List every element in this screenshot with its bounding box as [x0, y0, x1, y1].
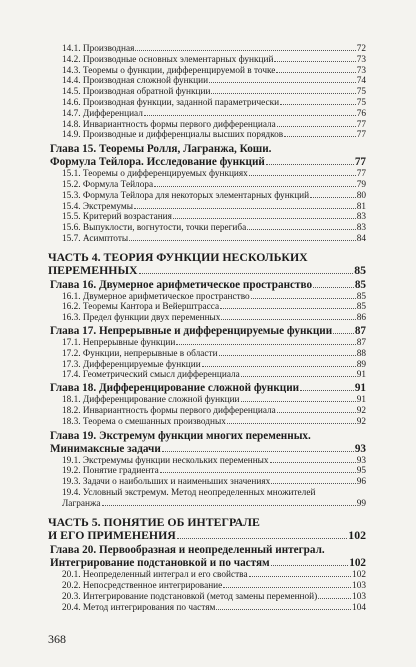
dot-leader — [162, 451, 354, 452]
toc-entry-page: 76 — [356, 108, 366, 119]
toc-entry-title: 14.7. Дифференциал — [62, 108, 143, 119]
toc-entry-page: 92 — [356, 405, 366, 416]
dot-leader — [202, 366, 356, 367]
toc-entry — [48, 109, 366, 120]
toc-entry — [48, 234, 366, 245]
toc-entry-title: 16.2. Теоремы Кантора и Вейерштрасса — [62, 302, 220, 313]
toc-entry — [48, 302, 366, 313]
toc-entry-page: 79 — [356, 179, 366, 190]
toc-entry — [48, 264, 366, 277]
toc-entry-title: Лагранжа — [62, 498, 101, 509]
toc-entry-title: 17.2. Функции, непрерывные в области — [62, 348, 218, 359]
toc-entry-page: 72 — [356, 44, 366, 54]
dot-leader — [144, 115, 356, 116]
toc-entry-title: 15.7. Асимптоты — [62, 233, 129, 244]
toc-entry-page: 83 — [356, 212, 366, 223]
toc-entry-page: 93 — [356, 455, 366, 466]
toc-entry-page: 102 — [348, 527, 366, 542]
toc-entry-page: 77 — [354, 156, 366, 169]
toc-entry-page: 92 — [356, 416, 366, 427]
toc-entry-title: 18.3. Теорема о смешанных производных — [62, 416, 226, 427]
toc-entry-page: 104 — [352, 602, 366, 613]
toc-entry — [48, 557, 366, 570]
toc-entry — [48, 395, 366, 406]
toc-entry — [48, 477, 366, 488]
toc-entry-title: 17.4. Геометрический смысл дифференциала — [62, 370, 240, 381]
dot-leader — [154, 186, 356, 187]
toc-entry — [48, 292, 366, 303]
dot-leader — [270, 462, 356, 463]
toc-entry-title: 14.5. Производная обратной функции — [62, 87, 211, 98]
toc-entry-page: 91 — [356, 395, 366, 406]
dot-leader — [249, 576, 351, 577]
toc-entry-title: ПЕРЕМЕННЫХ — [48, 264, 138, 278]
dot-leader — [102, 505, 356, 506]
toc-entry-page: 95 — [356, 466, 366, 477]
toc-entry-page: 85 — [356, 302, 366, 313]
toc-entry — [48, 529, 366, 542]
toc-entry-title: 14.2. Производные основных элементарных функций — [62, 54, 274, 65]
toc-entry-page: 85 — [356, 291, 366, 302]
toc-entry-page: 86 — [356, 313, 366, 324]
dot-leader — [176, 344, 355, 345]
toc-entry — [48, 156, 366, 169]
toc-entry-title: 18.2. Инвариантность формы первого дифференциала — [62, 405, 276, 416]
toc-entry — [48, 169, 366, 180]
toc-entry — [48, 581, 366, 592]
toc-entry — [48, 417, 366, 428]
toc-entry-title: 15.3. Формула Тейлора для некоторых элементарных функций — [62, 190, 310, 201]
toc-entry-page: 77 — [356, 130, 366, 141]
dot-leader — [247, 229, 355, 230]
toc-entry-title: 17.1. Непрерывные функции — [62, 337, 176, 348]
toc-entry-title: 16.3. Предел функции двух переменных — [62, 313, 221, 324]
toc-entry-page: 87 — [356, 337, 366, 348]
toc-entry-page: 87 — [354, 324, 366, 337]
dot-leader — [300, 390, 354, 391]
toc-entry-title: Формула Тейлора. Исследование функций — [50, 156, 265, 169]
dot-leader — [177, 538, 347, 539]
toc-entry — [48, 443, 366, 456]
table-of-contents — [48, 44, 366, 614]
dot-leader — [211, 93, 355, 94]
toc-entry-page: 74 — [356, 76, 366, 87]
toc-entry — [48, 360, 366, 371]
toc-entry — [48, 406, 366, 417]
toc-entry — [48, 180, 366, 191]
toc-entry-page: 103 — [352, 591, 366, 602]
dot-leader — [219, 355, 356, 356]
dot-leader — [280, 104, 356, 105]
toc-entry — [48, 87, 366, 98]
toc-entry-page: 99 — [356, 498, 366, 509]
toc-entry-page: 89 — [356, 359, 366, 370]
toc-entry-title: Глава 16. Двумерное арифметическое пространство — [50, 278, 313, 291]
dot-leader — [223, 587, 351, 588]
toc-entry-page: 77 — [356, 119, 366, 130]
page-number: 368 — [48, 632, 66, 646]
toc-entry — [48, 191, 366, 202]
dot-leader — [241, 401, 356, 402]
toc-entry — [48, 349, 366, 360]
toc-entry — [48, 55, 366, 66]
dot-leader — [216, 609, 351, 610]
toc-entry — [48, 499, 366, 510]
toc-entry-title: 15.4. Экстремумы — [62, 201, 133, 212]
toc-entry-title: 14.9. Производные и дифференциалы высших порядков — [62, 130, 284, 141]
toc-entry — [48, 382, 366, 395]
toc-entry-page: 103 — [352, 581, 366, 592]
toc-entry-page: 75 — [356, 97, 366, 108]
toc-entry-page: 80 — [356, 190, 366, 201]
toc-entry-page: 93 — [354, 442, 366, 455]
toc-entry-title: 20.3. Интегрирование подстановкой (метод замены переменной) — [62, 591, 318, 602]
toc-entry-page: 83 — [356, 223, 366, 234]
toc-entry-title: 18.1. Дифференцирование сложной функции — [62, 395, 240, 406]
toc-entry — [48, 456, 366, 467]
toc-entry — [48, 466, 366, 477]
toc-entry-title: 19.2. Понятие градиента — [62, 466, 159, 477]
toc-entry — [48, 430, 366, 443]
toc-entry-title: 14.4. Производная сложной функции — [62, 76, 209, 87]
toc-entry-title: 19.1. Экстремумы функции нескольких переменных — [62, 455, 269, 466]
toc-entry-page: 75 — [356, 87, 366, 98]
toc-entry — [48, 66, 366, 77]
dot-leader — [277, 126, 356, 127]
toc-entry — [48, 279, 366, 292]
toc-entry-title: 19.4. Условный экстремум. Метод неопределенных множителей — [62, 487, 316, 498]
toc-entry-page: 85 — [354, 263, 366, 278]
toc-entry-page: 85 — [354, 278, 366, 291]
toc-entry-title: Глава 17. Непрерывные и дифференцируемые функции — [50, 324, 333, 337]
dot-leader — [333, 333, 354, 334]
dot-leader — [310, 197, 356, 198]
dot-leader — [271, 565, 349, 566]
dot-leader — [249, 175, 356, 176]
toc-entry-page: 73 — [356, 54, 366, 65]
toc-entry-title: 19.3. Задачи о наибольших и наименьших значениях — [62, 477, 271, 488]
dot-leader — [220, 308, 356, 309]
dot-leader — [241, 376, 356, 377]
dot-leader — [209, 82, 356, 83]
toc-entry-title: Минимаксные задачи — [50, 442, 161, 455]
toc-entry-title: 17.3. Дифференцируемые функции — [62, 359, 201, 370]
toc-entry — [48, 313, 366, 324]
toc-entry — [48, 338, 366, 349]
dot-leader — [271, 483, 355, 484]
dot-leader — [139, 273, 354, 274]
toc-entry-title: 14.8. Инвариантность формы первого дифференциала — [62, 119, 276, 130]
toc-entry-title: 14.6. Производная функции, заданной параметрически — [62, 97, 280, 108]
toc-entry — [48, 44, 366, 55]
dot-leader — [135, 50, 355, 51]
toc-entry — [48, 516, 366, 529]
toc-entry — [48, 202, 366, 213]
toc-entry-title: Глава 20. Первообразная и неопределенный интеграл. — [50, 544, 325, 557]
dot-leader — [173, 218, 356, 219]
toc-entry-title: 14.3. Теоремы о функции, дифференцируемой в точке — [62, 65, 276, 76]
dot-leader — [129, 240, 356, 241]
toc-entry — [48, 130, 366, 141]
toc-entry-title: 15.6. Выпуклости, вогнутости, точки перегиба — [62, 223, 247, 234]
toc-entry-page: 84 — [356, 233, 366, 244]
toc-entry-title: 15.5. Критерий возрастания — [62, 212, 172, 223]
toc-entry — [48, 570, 366, 581]
dot-leader — [318, 598, 351, 599]
toc-entry-page: 73 — [356, 65, 366, 76]
toc-entry-title: 20.4. Метод интегрирования по частям — [62, 602, 216, 613]
toc-entry-page: 88 — [356, 348, 366, 359]
toc-entry-title: Глава 18. Дифференцирование сложной функции — [50, 382, 300, 395]
toc-entry-title: 16.1. Двумерное арифметическое пространство — [62, 291, 250, 302]
toc-entry — [48, 603, 366, 614]
toc-entry-page: 96 — [356, 477, 366, 488]
toc-entry-page: 91 — [354, 382, 366, 395]
dot-leader — [284, 136, 356, 137]
dot-leader — [160, 472, 356, 473]
toc-entry — [48, 488, 366, 499]
toc-entry — [48, 325, 366, 338]
toc-entry-page: 81 — [356, 201, 366, 212]
toc-entry — [48, 544, 366, 557]
toc-entry — [48, 223, 366, 234]
toc-entry-title: Глава 19. Экстремум функции многих переменных. — [50, 429, 311, 442]
dot-leader — [134, 208, 356, 209]
toc-entry-title: 14.1. Производная — [62, 44, 135, 54]
dot-leader — [266, 164, 354, 165]
toc-entry — [48, 120, 366, 131]
toc-entry — [48, 592, 366, 603]
toc-entry-title: ЧАСТЬ 5. ПОНЯТИЕ ОБ ИНТЕГРАЛЕ — [48, 514, 260, 529]
toc-entry-page: 102 — [352, 570, 366, 581]
toc-entry — [48, 98, 366, 109]
toc-entry — [48, 370, 366, 381]
toc-entry-page: 91 — [356, 370, 366, 381]
toc-entry — [48, 212, 366, 223]
toc-entry — [48, 143, 366, 156]
toc-entry — [48, 76, 366, 87]
toc-entry — [48, 251, 366, 264]
toc-entry-page: 77 — [356, 169, 366, 180]
toc-entry-title: Глава 15. Теоремы Ролля, Лагранжа, Коши. — [50, 143, 272, 156]
toc-entry-title: 15.2. Формула Тейлора — [62, 179, 154, 190]
dot-leader — [276, 72, 355, 73]
dot-leader — [274, 61, 355, 62]
toc-entry-title: ЧАСТЬ 4. ТЕОРИЯ ФУНКЦИИ НЕСКОЛЬКИХ — [48, 249, 308, 264]
toc-entry-title: И ЕГО ПРИМЕНЕНИЯ — [48, 528, 176, 542]
dot-leader — [227, 423, 356, 424]
dot-leader — [221, 319, 355, 320]
toc-entry-title: 15.1. Теоремы о дифференцируемых функциях — [62, 169, 248, 180]
dot-leader — [251, 298, 356, 299]
toc-entry-title: Интегрирование подстановкой и по частям — [50, 557, 270, 570]
dot-leader — [277, 412, 356, 413]
toc-entry-title: 20.1. Неопределенный интеграл и его свойства — [62, 570, 248, 581]
toc-entry-page: 102 — [349, 557, 366, 570]
toc-entry-title: 20.2. Непосредственное интегрирование — [62, 581, 223, 592]
dot-leader — [313, 287, 354, 288]
